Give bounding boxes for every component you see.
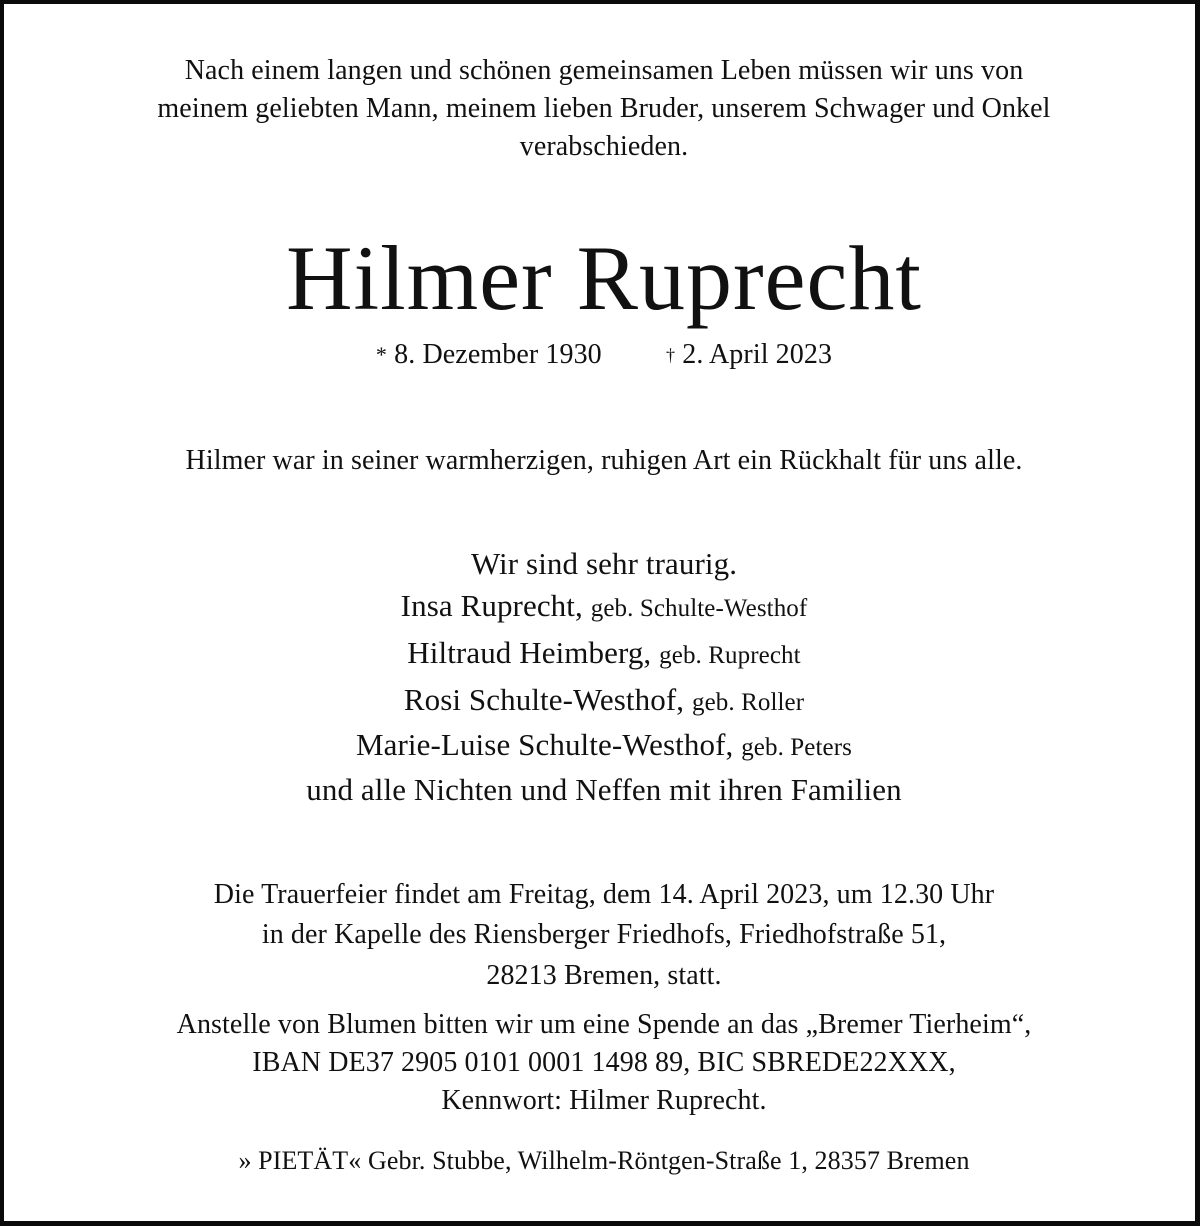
birth-date: 8. Dezember 1930 — [394, 339, 602, 370]
mourner-row — [4, 631, 1200, 678]
mourner-maiden-name: geb. Roller — [691, 689, 805, 716]
birth-symbol: * — [375, 342, 388, 367]
service-line-1: Die Trauerfeier findet am Freitag, dem 14. April 2023, um 12.30 Uhr — [213, 879, 995, 910]
mourner-row — [4, 678, 1200, 725]
service-line-2: in der Kapelle des Riensberger Friedhofs, Friedhofstraße 51, — [261, 919, 947, 950]
intro-line-3: verabschieden. — [519, 131, 689, 162]
donation-line-1: Anstelle von Blumen bitten wir um eine Spende an das „Bremer Tierheim“, — [176, 1009, 1032, 1040]
mourner-maiden-name: geb. Schulte-Westhof — [590, 595, 808, 622]
mourner-name: Insa Ruprecht, — [400, 588, 583, 623]
mourner-row — [4, 723, 1200, 770]
donation-line-3: Kennwort: Hilmer Ruprecht. — [441, 1085, 767, 1116]
donation-line-2: IBAN DE37 2905 0101 0001 1498 89, BIC SBREDE22XXX, — [252, 1047, 956, 1078]
deceased-name: Hilmer Ruprecht — [286, 227, 922, 329]
intro-line-2: meinem geliebten Mann, meinem lieben Bruder, unserem Schwager und Onkel — [157, 93, 1051, 124]
death-symbol: † — [666, 345, 676, 365]
mourner-name: Marie-Luise Schulte-Westhof, — [355, 727, 734, 762]
mourner-name: Rosi Schulte-Westhof, — [403, 682, 685, 717]
service-line-3: 28213 Bremen, statt. — [486, 960, 722, 991]
mourner-maiden-name: geb. Ruprecht — [659, 642, 801, 669]
intro-line-1: Nach einem langen und schönen gemeinsamen Leben müssen wir uns von — [184, 55, 1024, 86]
mourners-closing: und alle Nichten und Neffen mit ihren Familien — [306, 772, 902, 807]
mourners-intro: Wir sind sehr traurig. — [470, 546, 738, 581]
tribute-text: Hilmer war in seiner warmherzigen, ruhigen Art ein Rückhalt für uns alle. — [185, 445, 1023, 476]
mourner-name: Hiltraud Heimberg, — [407, 635, 652, 670]
life-dates — [4, 337, 1200, 373]
death-date: 2. April 2023 — [682, 339, 833, 370]
mourner-maiden-name: geb. Peters — [741, 734, 852, 761]
funeral-home: » PIETÄT« Gebr. Stubbe, Wilhelm-Röntgen-Straße 1, 28357 Bremen — [238, 1146, 970, 1175]
mourner-row — [4, 584, 1200, 631]
